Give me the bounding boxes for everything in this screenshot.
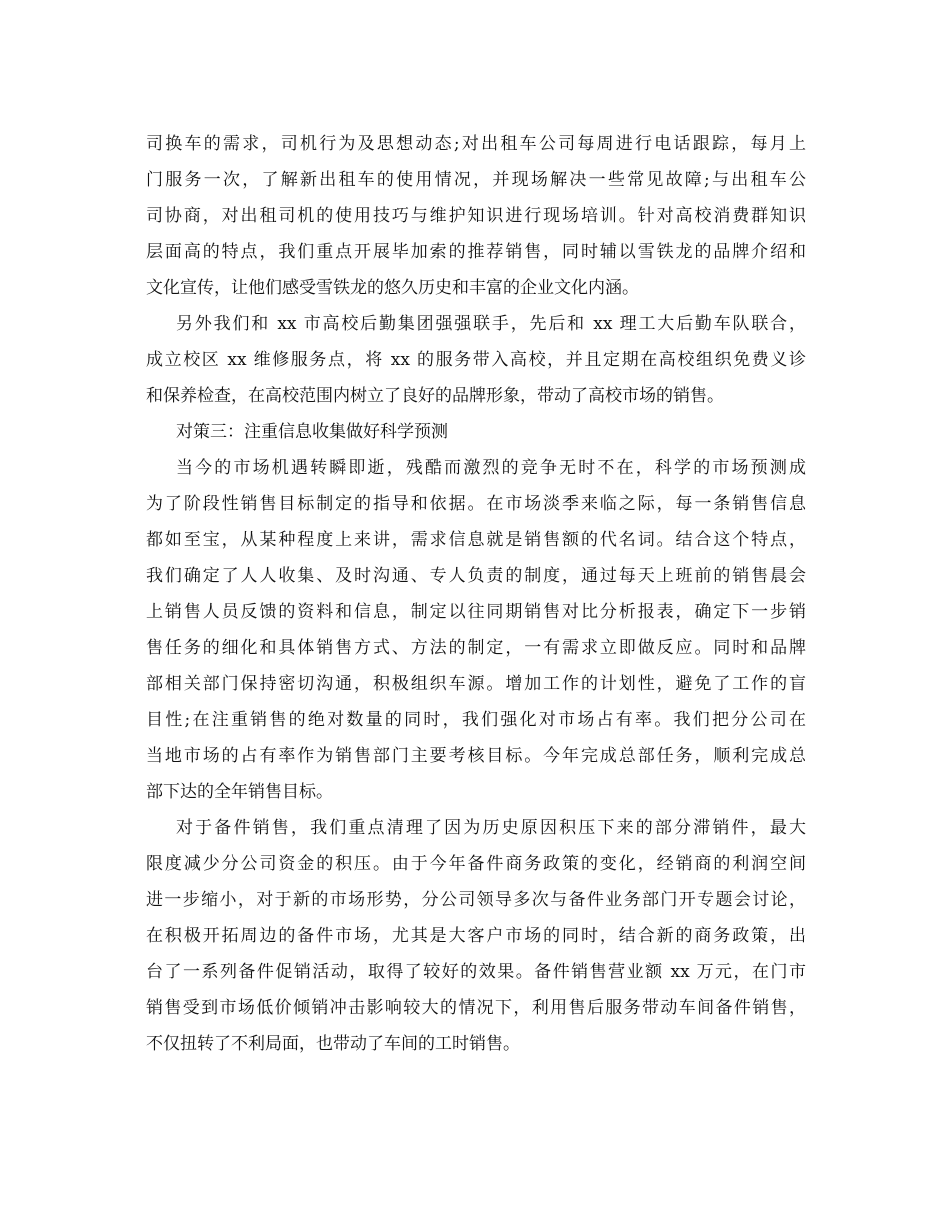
- text-line: 在积极开拓周边的备件市场，尤其是大客户市场的同时，结合新的商务政策，出: [146, 926, 806, 946]
- document-body: [146, 126, 806, 1062]
- text-line: 和保养检查，在高校范围内树立了良好的品牌形象，带动了高校市场的销售。: [146, 386, 724, 406]
- text-line: 目性;在注重销售的绝对数量的同时，我们强化对市场占有率。我们把分公司在: [146, 710, 806, 730]
- text-line: 司换车的需求，司机行为及思想动态;对出租车公司每周进行电话跟踪，每月上: [146, 134, 806, 154]
- text-line: 为了阶段性销售目标制定的指导和依据。在市场淡季来临之际，每一条销售信息: [146, 494, 806, 514]
- text-line: 部相关部门保持密切沟通，积极组织车源。增加工作的计划性，避免了工作的盲: [146, 674, 806, 694]
- text-line: 售任务的细化和具体销售方式、方法的制定，一有需求立即做反应。同时和品牌: [146, 638, 806, 658]
- paragraph-first-line: 对于备件销售，我们重点清理了因为历史原因积压下来的部分滞销件，最大: [176, 818, 806, 838]
- paragraph-first-line: 当今的市场机遇转瞬即逝，残酷而激烈的竞争无时不在，科学的市场预测成: [176, 458, 806, 478]
- text-line: 进一步缩小，对于新的市场形势，分公司领导多次与备件业务部门开专题会讨论，: [146, 890, 806, 910]
- text-line: 上销售人员反馈的资料和信息，制定以往同期销售对比分析报表，确定下一步销: [146, 602, 806, 622]
- text-line: 都如至宝，从某种程度上来讲，需求信息就是销售额的代名词。结合这个特点，: [146, 530, 806, 550]
- section-heading: 对策三：注重信息收集做好科学预测: [176, 422, 448, 442]
- text-line: 门服务一次，了解新出租车的使用情况，并现场解决一些常见故障;与出租车公: [146, 170, 806, 190]
- text-line: 成立校区 xx 维修服务点，将 xx 的服务带入高校，并且定期在高校组织免费义诊: [146, 350, 806, 370]
- text-line: 不仅扭转了不利局面，也带动了车间的工时销售。: [146, 1034, 520, 1054]
- text-line: 司协商，对出租司机的使用技巧与维护知识进行现场培训。针对高校消费群知识: [146, 206, 806, 226]
- text-line: 当地市场的占有率作为销售部门主要考核目标。今年完成总部任务，顺利完成总: [146, 746, 806, 766]
- text-line: 限度减少分公司资金的积压。由于今年备件商务政策的变化，经销商的利润空间: [146, 854, 806, 874]
- text-line: 我们确定了人人收集、及时沟通、专人负责的制度，通过每天上班前的销售晨会: [146, 566, 806, 586]
- text-line: 层面高的特点，我们重点开展毕加索的推荐销售，同时辅以雪铁龙的品牌介绍和: [146, 242, 806, 262]
- text-line: 文化宣传，让他们感受雪铁龙的悠久历史和丰富的企业文化内涵。: [146, 278, 639, 298]
- text-line: 台了一系列备件促销活动，取得了较好的效果。备件销售营业额 xx 万元，在门市: [146, 962, 806, 982]
- paragraph-first-line: 另外我们和 xx 市高校后勤集团强强联手，先后和 xx 理工大后勤车队联合，: [176, 314, 806, 334]
- text-line: 部下达的全年销售目标。: [146, 782, 333, 802]
- text-line: 销售受到市场低价倾销冲击影响较大的情况下，利用售后服务带动车间备件销售，: [146, 998, 806, 1018]
